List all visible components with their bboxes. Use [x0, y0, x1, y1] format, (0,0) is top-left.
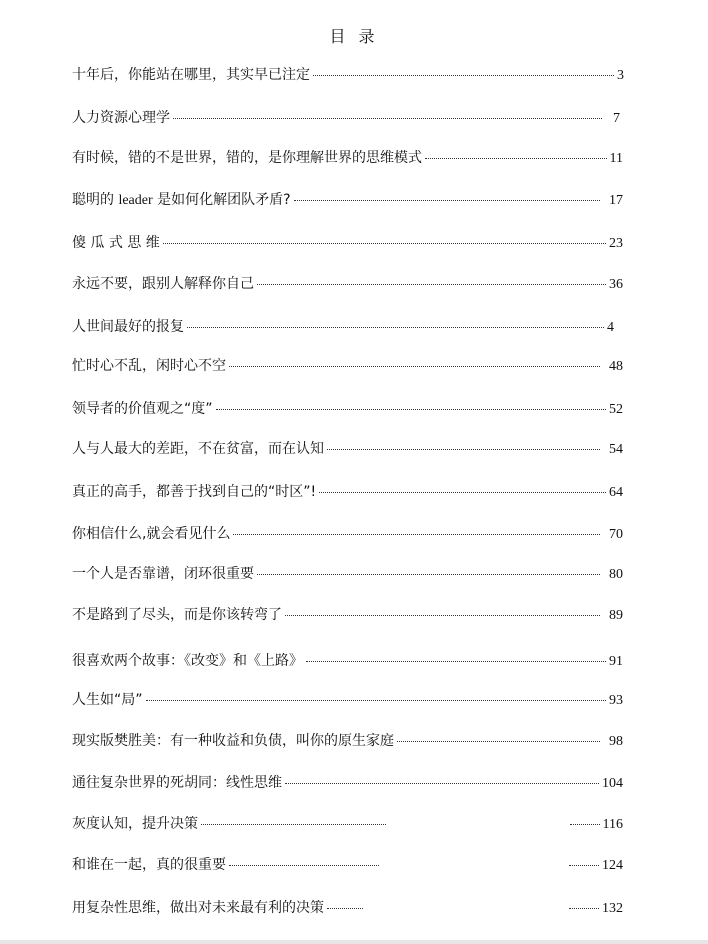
dot-leader — [146, 700, 606, 701]
dot-leader — [201, 824, 386, 825]
toc-entry-label: 领导者的价值观之“度” — [72, 401, 213, 417]
dot-leader — [173, 118, 602, 119]
dot-leader — [327, 908, 363, 909]
toc-entry[interactable] — [72, 64, 624, 86]
toc-entry-label: 灰度认知，提升决策 — [72, 816, 198, 832]
dot-leader — [570, 824, 600, 825]
toc-entry-page: 23 — [609, 236, 623, 251]
toc-entry-label: 忙时心不乱，闲时心不空 — [72, 358, 226, 374]
toc-entry[interactable] — [72, 273, 623, 295]
toc-entry[interactable] — [72, 854, 623, 876]
dot-leader — [216, 409, 606, 410]
toc-entry-page: 124 — [602, 858, 623, 873]
toc-entry-page: 132 — [602, 901, 623, 916]
toc-entry[interactable] — [72, 772, 623, 794]
dot-leader — [327, 449, 600, 450]
toc-entry-page: 104 — [602, 776, 623, 791]
toc-entry-label: 不是路到了尽头，而是你该转弯了 — [72, 607, 282, 623]
toc-entry[interactable] — [72, 398, 623, 420]
dot-leader — [163, 243, 606, 244]
toc-entry-page: 89 — [609, 608, 623, 623]
toc-entry-page: 64 — [609, 485, 623, 500]
toc-entry[interactable] — [72, 189, 623, 211]
toc-entry[interactable] — [72, 563, 623, 585]
toc-entry-label: 你相信什么,就会看见什么 — [72, 526, 231, 542]
toc-entry-label: 现实版樊胜美：有一种收益和负债，叫你的原生家庭 — [72, 733, 394, 749]
toc-entry[interactable] — [72, 689, 623, 711]
toc-entry-label: 很喜欢两个故事：《改变》和《上路》 — [72, 653, 303, 669]
dot-leader — [229, 865, 379, 866]
toc-entry-page: 54 — [609, 442, 623, 457]
dot-leader — [229, 366, 600, 367]
dot-leader — [233, 534, 600, 535]
dot-leader — [569, 865, 599, 866]
toc-entry[interactable] — [72, 813, 623, 835]
toc-entry[interactable] — [72, 897, 623, 919]
toc-entry[interactable] — [72, 107, 620, 129]
toc-entry[interactable] — [72, 730, 623, 752]
toc-entry-page: 52 — [609, 402, 623, 417]
dot-leader — [294, 200, 600, 201]
toc-entry-page: 7 — [613, 111, 620, 126]
toc-entry-label: 一个人是否靠谱，闭环很重要 — [72, 566, 254, 582]
toc-entry-page: 4 — [607, 320, 614, 335]
dot-leader — [425, 158, 607, 159]
dot-leader — [319, 492, 606, 493]
toc-entry-page: 116 — [602, 817, 623, 832]
toc-entry-page: 48 — [609, 359, 623, 374]
toc-entry-page: 91 — [609, 654, 623, 669]
toc-entry-page: 36 — [609, 277, 623, 292]
toc-entry-label: 人世间最好的报复 — [72, 319, 184, 335]
toc-entry-label: 人与人最大的差距，不在贫富，而在认知 — [72, 441, 324, 457]
toc-entry-label: 和谁在一起，真的很重要 — [72, 857, 226, 873]
dot-leader — [187, 327, 604, 328]
page-bottom-edge — [0, 940, 708, 944]
toc-entry[interactable] — [72, 481, 623, 503]
toc-entry-page: 17 — [609, 193, 623, 208]
dot-leader — [306, 661, 606, 662]
toc-entry[interactable] — [72, 232, 623, 254]
toc-entry-label: 通往复杂世界的死胡同：线性思维 — [72, 775, 282, 791]
toc-entry-label: 真正的高手，都善于找到自己的“时区”! — [72, 484, 317, 500]
toc-entry-page: 11 — [609, 151, 623, 166]
toc-entry[interactable] — [72, 604, 623, 626]
dot-leader — [313, 75, 614, 76]
toc-entry-label: 永远不要，跟别人解释你自己 — [72, 276, 254, 292]
dot-leader — [569, 908, 599, 909]
toc-entry[interactable] — [72, 650, 623, 672]
label-part: 是如何化解团队矛盾? — [152, 192, 291, 208]
toc-entry-page: 93 — [609, 693, 623, 708]
toc-entry-label: 有时候，错的不是世界，错的，是你理解世界的思维模式 — [72, 150, 422, 166]
toc-title: 目 录 — [329, 27, 379, 46]
dot-leader — [397, 741, 600, 742]
toc-entry-page: 70 — [609, 527, 623, 542]
dot-leader — [285, 615, 600, 616]
label-part: 聪明的 — [72, 192, 119, 208]
dot-leader — [257, 574, 600, 575]
toc-entry[interactable] — [72, 147, 623, 169]
toc-entry-page: 98 — [609, 734, 623, 749]
toc-entry[interactable] — [72, 438, 623, 460]
label-part-latin: leader — [118, 193, 153, 208]
toc-entry-label: 傻 瓜 式 思 维 — [72, 235, 160, 251]
toc-entry-page: 3 — [617, 68, 624, 83]
toc-entry-label: 十年后，你能站在哪里，其实早已注定 — [72, 67, 310, 83]
toc-entry[interactable] — [72, 316, 614, 338]
dot-leader — [257, 284, 606, 285]
toc-entry-label: 用复杂性思维，做出对未来最有利的决策 — [72, 900, 324, 916]
dot-leader — [285, 783, 599, 784]
toc-entry-label: 人生如“局” — [72, 692, 143, 708]
toc-entry-label — [72, 189, 291, 209]
toc-entry[interactable] — [72, 523, 623, 545]
toc-entry-label: 人力资源心理学 — [72, 110, 170, 126]
toc-entry[interactable] — [72, 355, 623, 377]
toc-entry-page: 80 — [609, 567, 623, 582]
